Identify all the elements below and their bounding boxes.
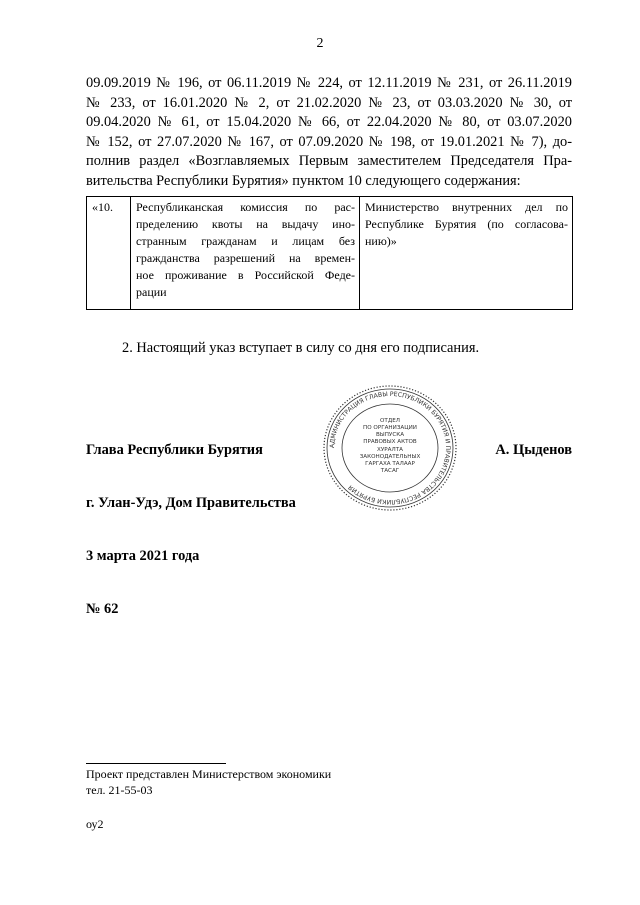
signatory-name: А. Цыденов	[495, 442, 572, 458]
cell-line: ное проживание в Российской Феде-	[136, 268, 355, 282]
footnote-divider	[86, 763, 226, 764]
footnote-project: Проект представлен Министерством экономики	[86, 767, 332, 781]
stamp-line: ТАСАГ	[380, 468, 400, 474]
effective-clause: 2. Настоящий указ вступает в силу со дня его подписания.	[122, 340, 480, 356]
footnote-phone: тел. 21-55-03	[86, 783, 153, 797]
body-line: 09.04.2020 № 61, от 15.04.2020 № 66, от 22.04.2020 № 80, от 03.07.2020	[86, 114, 572, 131]
commission-cell	[131, 197, 360, 310]
footnote-code: оу2	[86, 817, 104, 831]
body-line: 09.09.2019 № 196, от 06.11.2019 № 224, от 12.11.2019 № 231, от 26.11.2019	[86, 75, 572, 91]
decree-number: № 62	[86, 601, 119, 617]
body-line: полнив раздел «Возглавляемых Первым заместителем Председателя Пра-	[86, 153, 572, 170]
stamp-line: ПО ОРГАНИЗАЦИИ	[363, 425, 417, 431]
amendment-table	[86, 196, 573, 310]
stamp-ring-text: АДМИНИСТРАЦИЯ ГЛАВЫ РЕСПУБЛИКИ БУРЯТИЯ И ПРАВИТЕЛЬСТВА РЕСПУБЛИКИ БУРЯТИЯ	[328, 390, 452, 506]
ministry-cell	[360, 197, 573, 310]
cell-line: гражданства разрешений на времен-	[136, 251, 355, 265]
body-paragraph	[86, 74, 572, 192]
page-number: 2	[316, 36, 324, 51]
cell-line: странным гражданам и лицам без	[136, 234, 355, 248]
cell-line: нию)»	[365, 234, 397, 248]
stamp-line: ПРАВОВЫХ АКТОВ	[363, 439, 417, 445]
cell-line: рации	[136, 285, 167, 299]
item-number-cell: «10.	[87, 197, 131, 310]
body-line: вительства Республики Бурятия» пунктом 10 следующего содержания:	[86, 172, 521, 189]
stamp-line: ГАРГАХА ТАЛААР	[365, 461, 415, 467]
cell-line: Республике Бурятия (по согласова-	[365, 217, 568, 231]
stamp-line: ЗАКОНОДАТЕЛЬНЫХ	[359, 454, 421, 460]
cell-line: Министерство внутренних дел по	[365, 200, 568, 214]
table-row	[87, 197, 573, 310]
body-line: № 152, от 27.07.2020 № 167, от 07.09.2020 № 198, от 19.01.2021 № 7), до-	[86, 133, 572, 150]
stamp-line: ВЫПУСКА	[375, 432, 405, 438]
cell-line: Республиканская комиссия по рас-	[136, 200, 355, 214]
stamp-line: ОТДЕЛ	[380, 418, 400, 424]
stamp-line: ХУРАЛТА	[377, 447, 403, 453]
body-line: № 233, от 16.01.2020 № 2, от 21.02.2020 № 23, от 03.03.2020 № 30, от	[86, 94, 572, 111]
signing-date: 3 марта 2021 года	[86, 548, 200, 564]
signing-place: г. Улан-Удэ, Дом Правительства	[86, 495, 296, 511]
signatory-title: Глава Республики Бурятия	[86, 442, 263, 458]
official-stamp-icon	[320, 383, 460, 513]
cell-line: пределению квоты на выдачу ино-	[136, 217, 355, 231]
